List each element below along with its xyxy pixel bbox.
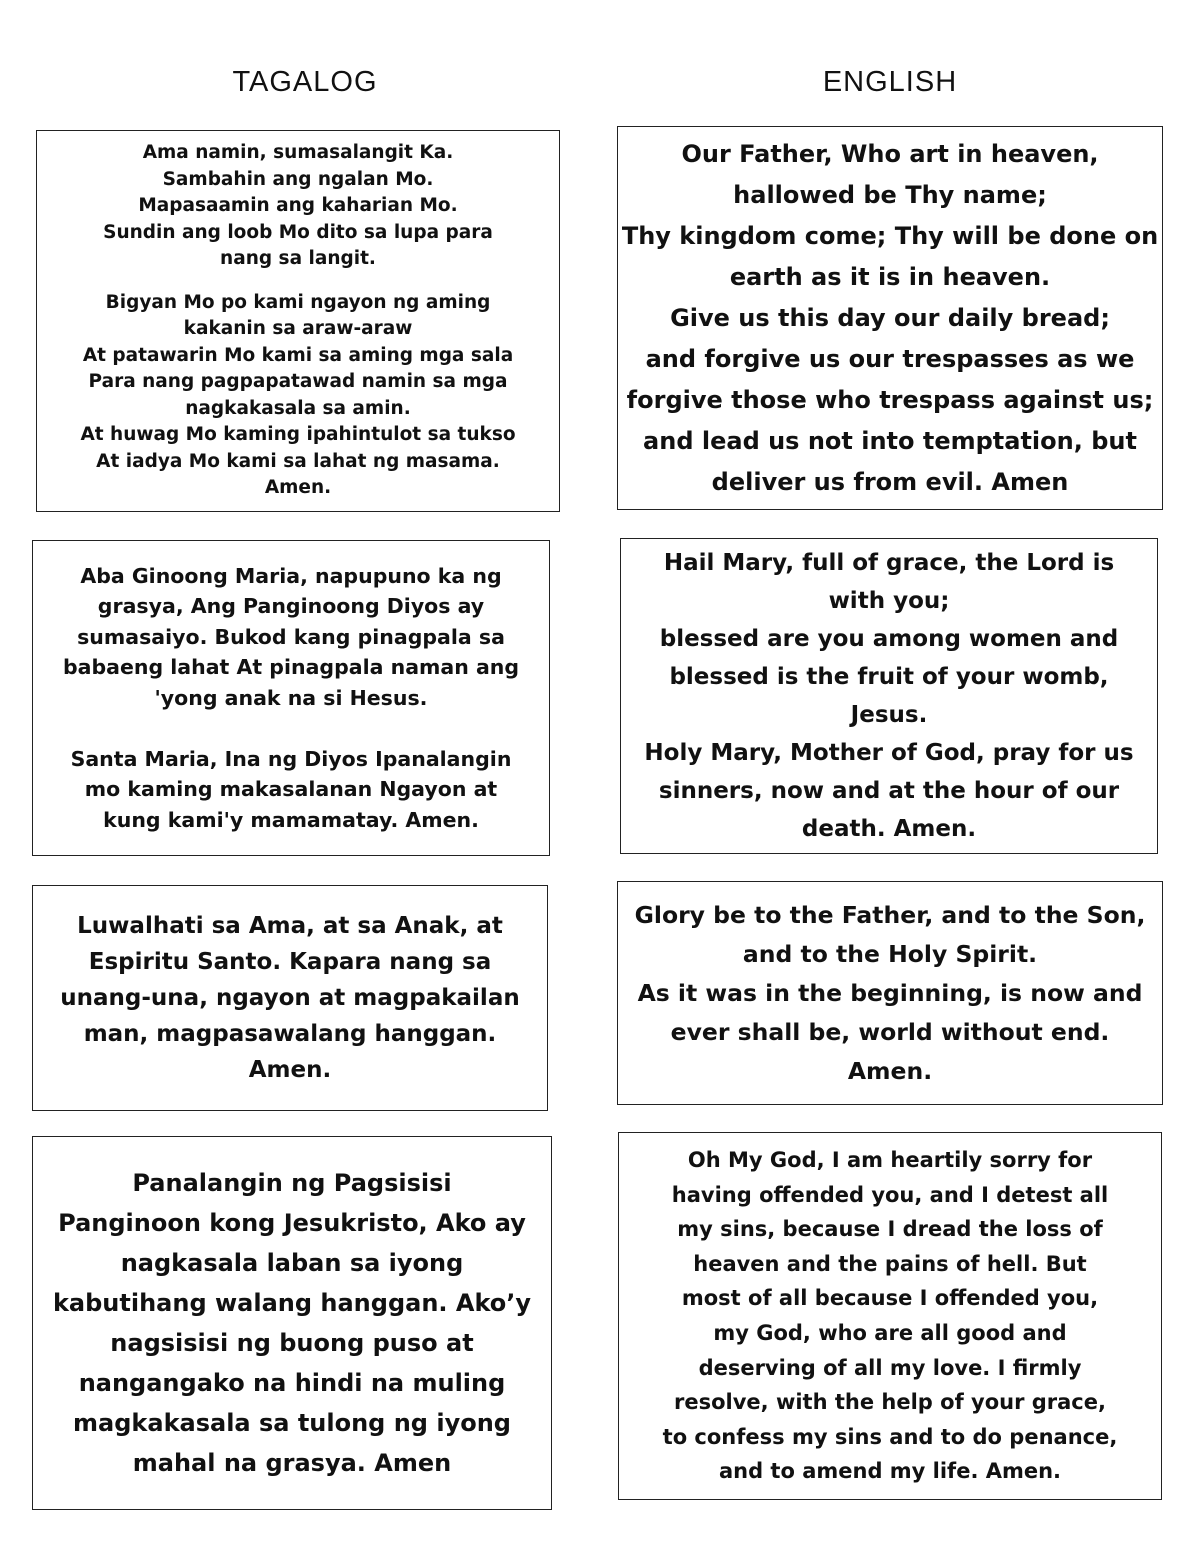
- text-line: man, magpasawalang hanggan.: [83, 1021, 497, 1047]
- english-act-of-contrition-box: [618, 1132, 1162, 1500]
- text-line: with you;: [828, 588, 950, 614]
- text-line: At huwag Mo kaming ipahintulot sa tukso: [80, 424, 516, 446]
- text-line: Para nang pagpapatawad namin sa mga: [88, 371, 508, 393]
- text-line: my God, who are all good and: [713, 1321, 1067, 1345]
- tagalog-act-of-contrition-box: [32, 1136, 552, 1510]
- text-line: heaven and the pains of hell. But: [693, 1251, 1087, 1276]
- tagalog-glory-be-box: [32, 885, 548, 1111]
- text-line: most of all because I offended you,: [681, 1286, 1099, 1311]
- text-line: Aba Ginoong Maria, napupuno ka ng: [80, 563, 502, 588]
- text-line: grasya, Ang Panginoong Diyos ay: [97, 594, 485, 619]
- prayer-title: Panalangin ng Pagsisisi: [132, 1169, 452, 1197]
- text-line: nang sa langit.: [220, 248, 376, 270]
- text-line: 'yong anak na si Hesus.: [154, 685, 428, 710]
- text-line: Santa Maria, Ina ng Diyos Ipanalangin: [70, 746, 512, 771]
- text-line: Mapasaamin ang kaharian Mo.: [138, 195, 458, 217]
- text-line: earth as it is in heaven.: [729, 262, 1051, 291]
- english-our-father-box: [617, 126, 1163, 510]
- text-line: Holy Mary, Mother of God, pray for us: [644, 740, 1134, 766]
- text-line: kabutihang walang hanggan. Ako’y: [52, 1289, 532, 1317]
- text-line: kung kami'y mamamatay. Amen.: [103, 807, 479, 832]
- text-line: and to amend my life. Amen.: [718, 1459, 1062, 1484]
- text-line: nagkakasala sa amin.: [185, 397, 411, 419]
- text-line: Our Father, Who art in heaven,: [681, 139, 1099, 168]
- text-line: Hail Mary, full of grace, the Lord is: [663, 550, 1115, 576]
- text-line: hallowed be Thy name;: [733, 180, 1047, 209]
- text-line: Give us this day our daily bread;: [670, 303, 1110, 332]
- text-line: Jesus.: [850, 702, 928, 728]
- text-line: babaeng lahat At pinagpala naman ang: [62, 655, 520, 680]
- text-line: to confess my sins and to do penance,: [662, 1424, 1118, 1449]
- text-line: death. Amen.: [801, 816, 977, 842]
- text-line: Glory be to the Father, and to the Son,: [634, 900, 1146, 929]
- text-line: Panginoon kong Jesukristo, Ako ay: [58, 1209, 526, 1237]
- text-line: Amen.: [264, 477, 332, 499]
- text-line: Ama namin, sumasalangit Ka.: [142, 142, 454, 164]
- text-line: blessed are you among women and: [659, 626, 1119, 652]
- text-line: sinners, now and at the hour of our: [658, 778, 1120, 804]
- text-line: At patawarin Mo kami sa aming mga sala: [82, 344, 514, 366]
- text-line: and forgive us our trespasses as we: [645, 344, 1135, 373]
- text-line: sumasaiyo. Bukod kang pinagpala sa: [77, 624, 505, 649]
- text-line: Sundin ang loob Mo dito sa lupa para: [103, 221, 493, 243]
- text-line: Amen.: [248, 1057, 332, 1083]
- text-line: Espiritu Santo. Kapara nang sa: [88, 949, 492, 975]
- text-line: Bigyan Mo po kami ngayon ng aming: [105, 291, 491, 313]
- text-line: magkakasala sa tulong ng iyong: [73, 1409, 511, 1437]
- text-line: Sambahin ang ngalan Mo.: [162, 168, 434, 190]
- text-line: unang-una, ngayon at magpakailan: [60, 985, 520, 1011]
- tagalog-our-father-box: [36, 130, 560, 512]
- text-line: having offended you, and I detest all: [671, 1182, 1109, 1207]
- text-line: my sins, because I dread the loss of: [677, 1217, 1103, 1242]
- text-line: forgive those who trespass against us;: [626, 385, 1154, 414]
- text-line: Thy kingdom come; Thy will be done on: [621, 221, 1159, 250]
- text-line: nagkasala laban sa iyong: [120, 1249, 464, 1277]
- text-line: ever shall be, world without end.: [670, 1017, 1110, 1046]
- text-line: and to the Holy Spirit.: [742, 939, 1038, 968]
- text-line: nagsisisi ng buong puso at: [110, 1329, 474, 1357]
- text-line: deserving of all my love. I firmly: [698, 1355, 1082, 1380]
- english-glory-be-box: [617, 881, 1163, 1105]
- text-line: mo kaming makasalanan Ngayon at: [84, 777, 498, 802]
- text-line: blessed is the fruit of your womb,: [669, 664, 1109, 690]
- english-header: ENGLISH: [822, 66, 958, 98]
- english-hail-mary-box: [620, 538, 1158, 854]
- tagalog-header: TAGALOG: [232, 66, 378, 98]
- tagalog-hail-mary-box: [32, 540, 550, 856]
- text-line: nangangako na hindi na muling: [78, 1369, 506, 1397]
- text-line: At iadya Mo kami sa lahat ng masama.: [96, 450, 500, 472]
- text-line: As it was in the beginning, is now and: [637, 978, 1143, 1007]
- text-line: kakanin sa araw-araw: [183, 318, 413, 340]
- text-line: and lead us not into temptation, but: [643, 426, 1137, 455]
- text-line: deliver us from evil. Amen: [711, 467, 1069, 496]
- text-line: Oh My God, I am heartily sorry for: [687, 1148, 1093, 1173]
- text-line: Amen.: [847, 1056, 933, 1085]
- text-line: resolve, with the help of your grace,: [674, 1390, 1106, 1415]
- text-line: Luwalhati sa Ama, at sa Anak, at: [77, 913, 503, 939]
- text-line: mahal na grasya. Amen: [132, 1449, 452, 1477]
